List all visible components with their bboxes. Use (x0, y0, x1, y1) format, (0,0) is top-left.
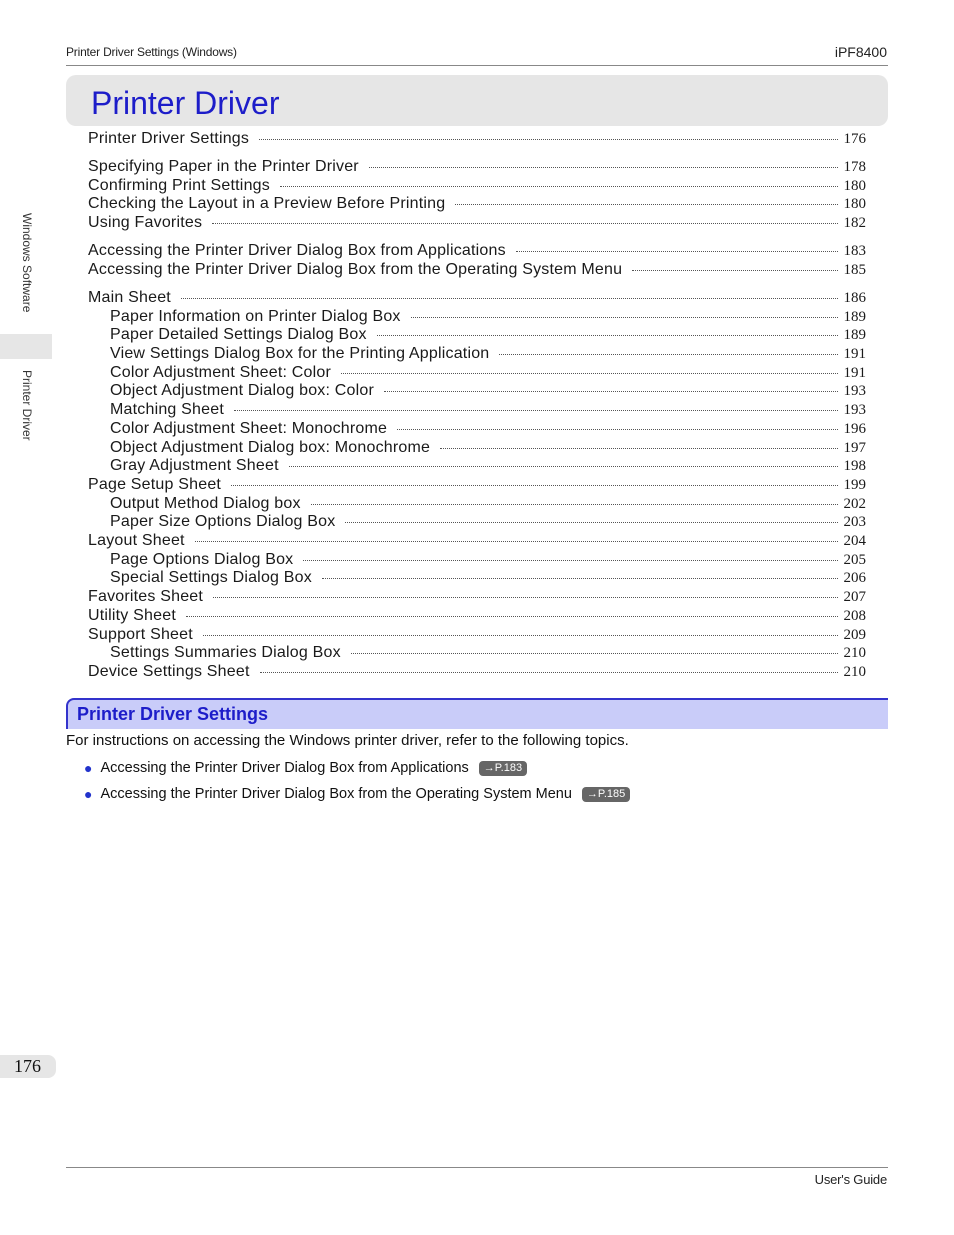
toc-entry-label: Paper Detailed Settings Dialog Box (110, 326, 367, 343)
toc-entry-page: 196 (843, 421, 866, 437)
toc-leader-dots (440, 447, 837, 449)
section-intro: For instructions on accessing the Windows printer driver, refer to the following topics. (66, 732, 629, 749)
toc-entry-label: Utility Sheet (88, 607, 176, 624)
toc-entry-page: 193 (843, 383, 866, 399)
toc-entry[interactable] (88, 158, 866, 178)
toc-entry[interactable] (110, 513, 866, 533)
toc-leader-dots (186, 615, 838, 617)
toc-entry-label: Device Settings Sheet (88, 663, 250, 680)
toc-entry[interactable] (88, 588, 866, 608)
chapter-title: Printer Driver (91, 85, 280, 121)
page-number: 176 (14, 1056, 41, 1076)
footer-rule (66, 1167, 888, 1168)
toc-entry[interactable] (110, 382, 866, 402)
toc-leader-dots (203, 634, 838, 636)
toc-entry-label: Page Setup Sheet (88, 476, 222, 493)
toc-entry-page: 209 (843, 627, 866, 643)
header-rule (66, 65, 888, 66)
toc-entry-page: 189 (843, 309, 866, 325)
toc-entry-label: Color Adjustment Sheet: Color (110, 364, 332, 381)
toc-entry[interactable] (88, 289, 866, 309)
toc-leader-dots (231, 484, 837, 486)
toc-entry[interactable] (88, 532, 866, 552)
toc-entry-page: 210 (843, 664, 866, 680)
toc-leader-dots (322, 577, 838, 579)
toc-entry-label: Special Settings Dialog Box (110, 569, 312, 586)
toc-entry-label: Favorites Sheet (88, 588, 204, 605)
toc-leader-dots (212, 222, 837, 224)
toc-entry[interactable] (88, 177, 866, 197)
toc-leader-dots (311, 503, 838, 505)
toc-leader-dots (234, 409, 838, 411)
toc-entry-label: Object Adjustment Dialog box: Monochrome (110, 439, 431, 456)
bullet-text: Accessing the Printer Driver Dialog Box from the Operating System Menu (100, 786, 572, 802)
toc-entry-label: Object Adjustment Dialog box: Color (110, 382, 375, 399)
toc-entry-label: Matching Sheet (110, 401, 224, 418)
toc-entry-label: Support Sheet (88, 626, 193, 643)
toc-entry-label: Printer Driver Settings (88, 130, 250, 147)
toc-entry[interactable] (88, 130, 866, 150)
toc-entry-page: 189 (843, 327, 866, 343)
toc-entry-label: Settings Summaries Dialog Box (110, 644, 341, 661)
bullet-dot-icon: ● (84, 786, 93, 802)
page-reference-link[interactable]: →P.185 (582, 787, 630, 802)
toc-entry-page: 207 (843, 589, 866, 605)
toc-entry[interactable] (110, 644, 866, 664)
toc-entry-label: Accessing the Printer Driver Dialog Box from Applications (88, 242, 506, 259)
toc-entry-label: Output Method Dialog box (110, 495, 301, 512)
running-footer-right: User's Guide (814, 1172, 887, 1187)
toc-entry-label: Page Options Dialog Box (110, 551, 294, 568)
toc-entry-label: Main Sheet (88, 289, 171, 306)
toc-leader-dots (377, 334, 838, 336)
toc-entry[interactable] (88, 242, 866, 262)
toc-entry[interactable] (88, 607, 866, 627)
toc-entry-page: 210 (843, 645, 866, 661)
toc-entry[interactable] (110, 457, 866, 477)
toc-entry-page: 193 (843, 402, 866, 418)
toc-entry-page: 202 (843, 496, 866, 512)
toc-entry-page: 183 (843, 243, 866, 259)
toc-entry[interactable] (88, 663, 866, 683)
toc-leader-dots (303, 559, 837, 561)
toc-entry-page: 191 (843, 346, 866, 362)
page-number-tab (0, 1055, 56, 1078)
side-label-windows-software: Windows Software (20, 213, 34, 313)
toc-entry[interactable] (88, 626, 866, 646)
toc-entry-page: 197 (843, 440, 866, 456)
toc-leader-dots (181, 297, 838, 299)
side-tab-highlight (0, 334, 52, 359)
toc-entry-page: 185 (843, 262, 866, 278)
toc-entry-page: 206 (843, 570, 866, 586)
toc-entry-label: Specifying Paper in the Printer Driver (88, 158, 359, 175)
toc-entry-page: 180 (843, 196, 866, 212)
bullet-item[interactable] (84, 760, 527, 776)
toc-entry[interactable] (110, 495, 866, 515)
toc-leader-dots (260, 671, 838, 673)
toc-entry-label: View Settings Dialog Box for the Printing Application (110, 345, 490, 362)
toc-entry-label: Paper Information on Printer Dialog Box (110, 308, 401, 325)
page-reference-link[interactable]: →P.183 (479, 761, 527, 776)
section-heading-box (66, 698, 888, 729)
toc-entry[interactable] (88, 195, 866, 215)
toc-entry[interactable] (110, 364, 866, 384)
section-heading: Printer Driver Settings (77, 704, 269, 724)
bullet-dot-icon: ● (84, 760, 93, 776)
toc-entry[interactable] (110, 308, 866, 328)
toc-leader-dots (384, 390, 837, 392)
toc-entry-page: 186 (843, 290, 866, 306)
toc-leader-dots (632, 269, 837, 271)
toc-leader-dots (351, 652, 838, 654)
toc-leader-dots (455, 203, 837, 205)
toc-leader-dots (369, 166, 838, 168)
toc-leader-dots (195, 540, 838, 542)
toc-entry[interactable] (110, 420, 866, 440)
toc-entry-page: 204 (843, 533, 866, 549)
toc-entry-label: Accessing the Printer Driver Dialog Box from the Operating System Menu (88, 261, 623, 278)
toc-entry[interactable] (110, 401, 866, 421)
toc-leader-dots (411, 316, 838, 318)
bullet-item[interactable] (84, 786, 630, 802)
toc-leader-dots (259, 138, 837, 140)
toc-leader-dots (516, 250, 838, 252)
toc-leader-dots (397, 428, 837, 430)
toc-entry-page: 178 (843, 159, 866, 175)
toc-leader-dots (289, 465, 838, 467)
toc-entry-page: 180 (843, 178, 866, 194)
toc-entry-page: 176 (843, 131, 866, 147)
toc-entry[interactable] (110, 326, 866, 346)
toc-entry[interactable] (88, 261, 866, 281)
toc-leader-dots (341, 372, 837, 374)
toc-leader-dots (499, 353, 837, 355)
toc-entry[interactable] (110, 551, 866, 571)
toc-entry-label: Color Adjustment Sheet: Monochrome (110, 420, 388, 437)
toc-entry[interactable] (110, 569, 866, 589)
toc-entry-page: 199 (843, 477, 866, 493)
toc-leader-dots (280, 185, 838, 187)
toc-entry-page: 203 (843, 514, 866, 530)
running-header-left: Printer Driver Settings (Windows) (66, 45, 237, 59)
toc-entry-label: Gray Adjustment Sheet (110, 457, 279, 474)
toc-entry[interactable] (110, 439, 866, 459)
toc-entry[interactable] (88, 214, 866, 234)
chapter-title-box (66, 75, 888, 126)
toc-entry-label: Layout Sheet (88, 532, 185, 549)
toc-entry-label: Using Favorites (88, 214, 203, 231)
toc-entry-page: 208 (843, 608, 866, 624)
toc-leader-dots (345, 521, 837, 523)
running-header-right: iPF8400 (834, 44, 887, 60)
toc-entry-page: 205 (843, 552, 866, 568)
toc-entry[interactable] (110, 345, 866, 365)
toc-entry-page: 182 (843, 215, 866, 231)
toc-entry[interactable] (88, 476, 866, 496)
toc-entry-label: Checking the Layout in a Preview Before Printing (88, 195, 446, 212)
toc-leader-dots (213, 596, 837, 598)
toc-entry-page: 191 (843, 365, 866, 381)
toc-entry-label: Paper Size Options Dialog Box (110, 513, 336, 530)
bullet-text: Accessing the Printer Driver Dialog Box from Applications (100, 760, 469, 776)
side-label-printer-driver: Printer Driver (20, 370, 34, 441)
toc-entry-label: Confirming Print Settings (88, 177, 270, 194)
toc-entry-page: 198 (843, 458, 866, 474)
